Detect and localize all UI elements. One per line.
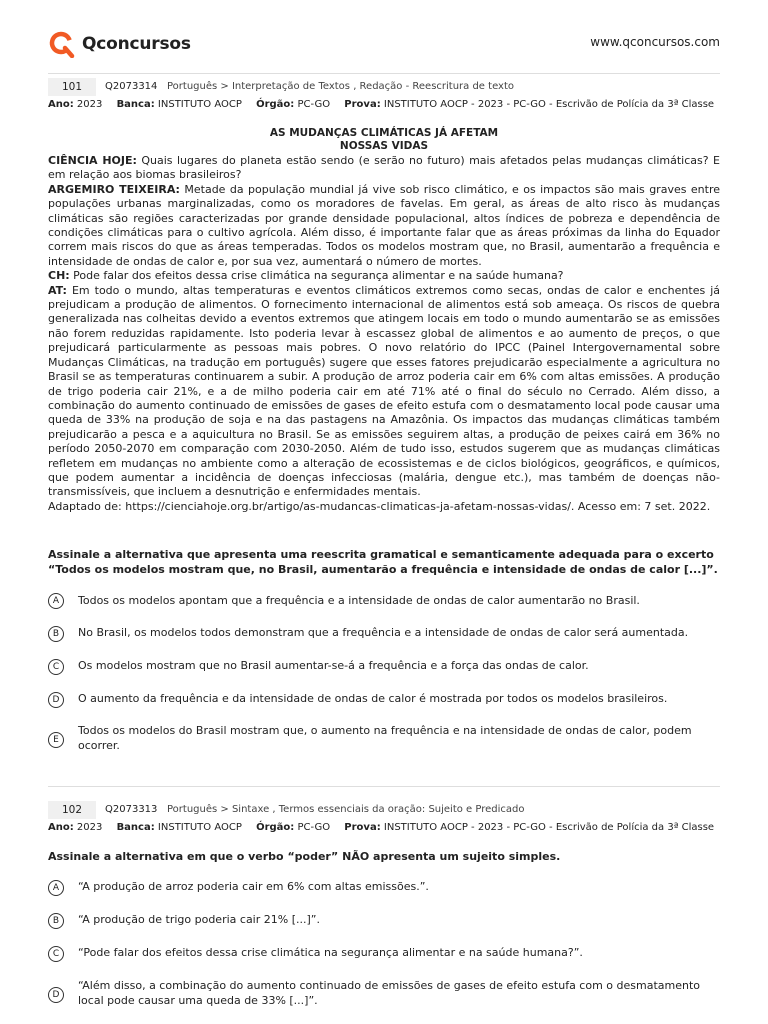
question-header xyxy=(48,801,720,821)
option-text[interactable]: No Brasil, os modelos todos demonstram que a frequência e a intensidade de ondas de calor será aumentada. xyxy=(78,626,689,639)
qconcursos-logo[interactable] xyxy=(48,30,191,58)
passage-paragraph: AT: Em todo o mundo, altas temperaturas e eventos climáticos extremos como secas, ondas de calor e enchentes já prejudicam a produção de alimentos. O fornecimento internacional de alimentos está sob ameaça. Os riscos de quebra generalizada nas colheitas devido a eventos extremos que atingem locais em todo o mundo aumentarão se as emissões não forem reduzidas rapidamente. Isto poderia levar à escassez global de alimentos e ao aumento de preços, o que prejudicará particularmente as pessoas mais pobres. O novo relatório do IPCC (Painel Intergovernamental sobre Mudanças Climáticas, na tradução em português) sugere que esses fatores prejudicarão especialmente a agricultura no Brasil se as temperaturas continuarem a subir. A produção de arroz poderia cair em 6% com altas emissões. A produção de trigo poderia cair 21%, e a de milho poderia cair em até 71% até o final do século no Cerrado. Além disso, a combinação do aumento continuado de emissões de gases de efeito estufa com o desmatamento local pode causar uma queda de 33% na produção de soja e na das pastagens na Amazônia. Os impactos das mudanças climáticas também prejudicarão a pesca e a aquicultura no Brasil. Se as emissões seguirem altas, a produção de peixes cairá em 36% no período 2050-2070 em comparação com 2030-2050. Além de tudo isso, estudos sugerem que as mudanças climáticas refletem em mudanças no ambiente como a alteração de ecossistemas e de ciclos biológicos, geográficos, e químicos, que podem aumentar a incidência de doenças infecciosas (malária, dengue etc.), mas também de doenças não-transmissíveis, que incluem a desnutrição e enfermidades mentais. xyxy=(48,283,720,499)
text-title: AS MUDANÇAS CLIMÁTICAS JÁ AFETAM xyxy=(269,127,499,139)
option-letter-badge[interactable]: A xyxy=(48,593,64,609)
option-letter-badge[interactable]: D xyxy=(48,692,64,708)
option-text[interactable]: Todos os modelos apontam que a frequência e a intensidade de ondas de calor aumentarão no Brasil. xyxy=(78,594,640,607)
question-category: Português > Interpretação de Textos , Redação - Reescritura de texto xyxy=(167,81,514,92)
question-number: 101 xyxy=(48,78,96,96)
option-text[interactable]: “A produção de trigo poderia cair 21% [...]”. xyxy=(78,913,320,926)
site-url[interactable]: www.qconcursos.com xyxy=(590,35,720,49)
question-id[interactable]: Q2073313 xyxy=(105,804,158,815)
question-stem: Assinale a alternativa em que o verbo “poder” NÃO apresenta um sujeito simples. xyxy=(48,850,561,863)
option-letter-badge[interactable]: B xyxy=(48,626,64,642)
option-text[interactable]: O aumento da frequência e da intensidade de ondas de calor é mostrada por todos os modelos brasileiros. xyxy=(78,692,668,705)
option-text[interactable]: Os modelos mostram que no Brasil aumentar-se-á a frequência e a força das ondas de calor. xyxy=(78,659,589,672)
question-number: 102 xyxy=(48,801,96,819)
question-category: Português > Sintaxe , Termos essenciais da oração: Sujeito e Predicado xyxy=(167,804,525,815)
qconcursos-logo-icon xyxy=(48,30,76,58)
option-text[interactable]: Todos os modelos do Brasil mostram que, o aumento na frequência e na intensidade de ondas de calor, podem ocorrer. xyxy=(78,724,692,752)
passage-paragraph: CH: Pode falar dos efeitos dessa crise climática na segurança alimentar e na saúde humana? xyxy=(48,269,564,283)
question-id[interactable]: Q2073314 xyxy=(105,81,158,92)
option-letter-badge[interactable]: E xyxy=(48,732,64,748)
option-text[interactable]: “Além disso, a combinação do aumento continuado de emissões de gases de efeito estufa com o desmatamento local pode causar uma queda de 33% [...]”. xyxy=(78,979,701,1007)
page-header xyxy=(0,0,768,70)
option-letter-badge[interactable]: C xyxy=(48,946,64,962)
option-text[interactable]: “Pode falar dos efeitos dessa crise climática na segurança alimentar e na saúde humana?”. xyxy=(78,946,583,959)
passage-paragraph: CIÊNCIA HOJE: Quais lugares do planeta estão sendo (e serão no futuro) mais afetados pelas mudanças climáticas? E em relação aos biomas brasileiros? xyxy=(48,154,720,182)
question-meta: Ano: 2023 Banca: INSTITUTO AOCP Órgão: PC-GO Prova: INSTITUTO AOCP - 2023 - PC-GO - Escrivão de Polícia da 3ª Classe xyxy=(48,822,715,833)
passage-paragraph: ARGEMIRO TEIXEIRA: Metade da população mundial já vive sob risco climático, e os impactos são mais graves entre populações urbanas marginalizadas, como os moradores de favelas. Em geral, as áreas de alto risco às mudanças climáticas são regiões caracterizadas por grande densidade populacional, altos índices de pobreza e dependência de condições climáticas para o cultivo agrícola. Além disso, é importante falar que as áreas próximas da linha do Equador correm mais riscos do que as áreas temperadas. Todos os modelos mostram que, no Brasil, aumentarão a frequência e intensidade de ondas de calor e, por sua vez, aumentará o número de mortes. xyxy=(48,182,720,268)
option-letter-badge[interactable]: C xyxy=(48,659,64,675)
question-stem: Assinale a alternativa que apresenta uma reescrita gramatical e semanticamente adequada para o excerto “Todos os modelos mostram que, no Brasil, aumentarão a frequência e intensidade de ondas de calor [...]”. xyxy=(48,548,718,576)
option-letter-badge[interactable]: D xyxy=(48,987,64,1003)
question-meta: Ano: 2023 Banca: INSTITUTO AOCP Órgão: PC-GO Prova: INSTITUTO AOCP - 2023 - PC-GO - Escrivão de Polícia da 3ª Classe xyxy=(48,99,715,110)
separator xyxy=(48,786,720,787)
option-letter-badge[interactable]: A xyxy=(48,880,64,896)
passage-text xyxy=(48,154,720,514)
text-subtitle: NOSSAS VIDAS xyxy=(339,140,429,152)
option-text[interactable]: “A produção de arroz poderia cair em 6% com altas emissões.”. xyxy=(78,880,429,893)
logo-text: Qconcursos xyxy=(82,34,191,54)
passage-source: Adaptado de: https://cienciahoje.org.br/artigo/as-mudancas-climaticas-ja-afetam-nossas-vidas/. Acesso em: 7 set. 2022. xyxy=(48,499,711,513)
question-header xyxy=(48,78,720,98)
option-letter-badge[interactable]: B xyxy=(48,913,64,929)
separator xyxy=(48,73,720,74)
